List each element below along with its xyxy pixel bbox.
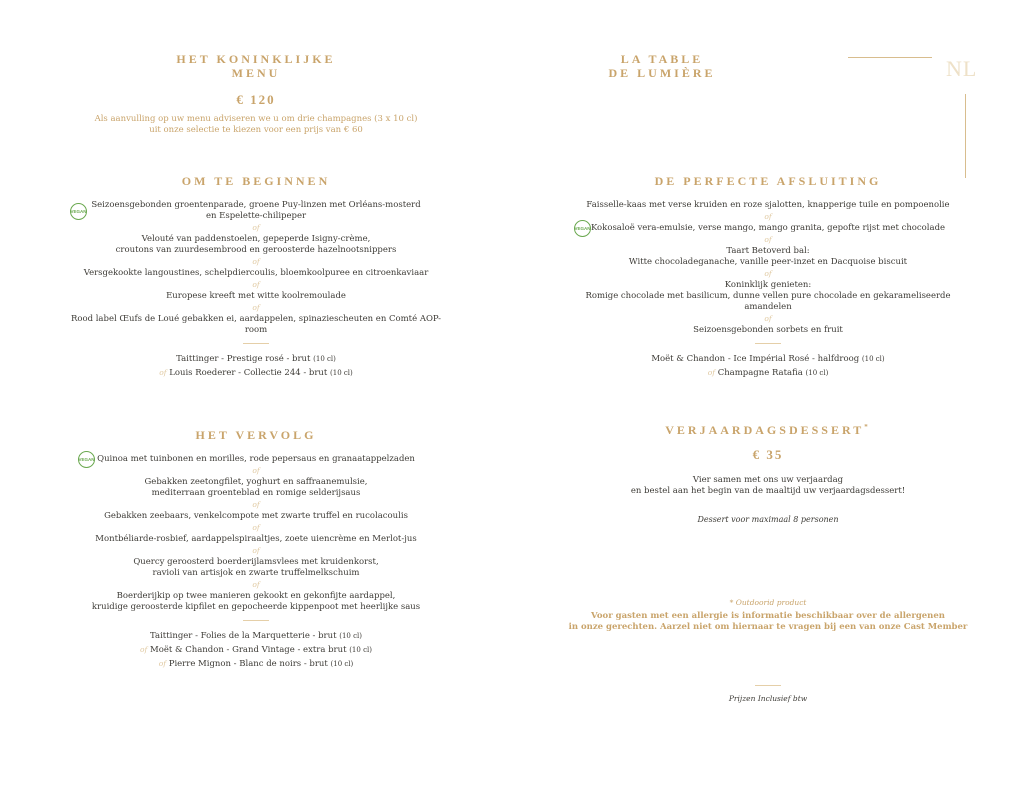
champagne-note-line2: uit onze selectie te kiezen voor een prijs van € 60 xyxy=(149,125,363,135)
menu-item xyxy=(60,200,452,222)
item-line1: Quercy geroosterd boerderijlamsvlees met kruidenkorst, xyxy=(133,557,379,567)
or-separator: of xyxy=(252,303,260,312)
item-line1: Boerderijkip op twee manieren gekookt en gekonfijte aardappel, xyxy=(116,591,396,601)
wine-volume: (10 cl) xyxy=(805,369,829,377)
menu-item xyxy=(562,223,974,234)
or-separator: of xyxy=(252,523,260,532)
or-separator: of xyxy=(764,314,772,323)
menu-item xyxy=(562,325,974,336)
divider xyxy=(755,343,781,344)
or-separator: of xyxy=(764,269,772,278)
item-line1: Europese kreeft met witte koolremoulade xyxy=(166,291,346,301)
item-line1: Faisselle-kaas met verse kruiden en roze sjalotten, knapperige tuile en pompoenolie xyxy=(586,200,950,210)
item-line1: Gebakken zeebaars, venkelcompote met zwarte truffel en rucolacoulis xyxy=(104,511,408,521)
item-line2: ravioli van artisjok en zwarte truffelmelkschuim xyxy=(152,568,360,578)
wine-or: of xyxy=(159,368,167,377)
item-line2: croutons van zuurdesembrood en geroosterde hazelnootsnippers xyxy=(115,245,397,255)
wine-volume: (10 cl) xyxy=(330,660,354,668)
birthday-title xyxy=(562,420,974,437)
wine-name: Moët & Chandon - Ice Impérial Rosé - halfdroog xyxy=(651,354,860,364)
wine-volume: (10 cl) xyxy=(861,355,885,363)
wine-pairing xyxy=(60,629,452,671)
wine-or: of xyxy=(140,645,148,654)
or-separator: of xyxy=(252,500,260,509)
menu-item xyxy=(60,534,452,545)
item-line2: mediterraan groenteblad en romige selderijsaus xyxy=(151,488,361,498)
wine-volume: (10 cl) xyxy=(349,646,372,654)
wine-option xyxy=(60,657,452,671)
wine-option xyxy=(60,366,452,380)
item-line2: Romige chocolade met basilicum, dunne vellen pure chocolade en gekarameliseerde amandelen xyxy=(585,291,951,312)
item-line2: Witte chocoladeganache, vanille peer-inzet en Dacquoise biscuit xyxy=(628,257,908,267)
item-line1: Seizoensgebonden groentenparade, groene Puy-linzen met Orléans-mosterd xyxy=(91,200,421,210)
or-separator: of xyxy=(252,580,260,589)
wine-pairing xyxy=(562,352,974,380)
menu-item xyxy=(60,477,452,499)
divider xyxy=(243,620,269,621)
allergy-info xyxy=(562,611,974,633)
wine-volume: (10 cl) xyxy=(313,355,336,363)
prices-note: Prijzen Inclusief btw xyxy=(728,694,808,703)
item-line1: Gebakken zeetongfilet, yoghurt en saffraanemulsie, xyxy=(144,477,368,487)
menu-item xyxy=(60,268,452,279)
wine-name: Moët & Chandon - Grand Vintage - extra brut xyxy=(150,645,347,655)
menu-title-line1: HET KONINKLIJKE xyxy=(176,52,336,66)
menu-item xyxy=(60,557,452,579)
wine-option xyxy=(562,352,974,366)
item-line1: Koninklijk genieten: xyxy=(724,280,812,290)
wine-volume: (10 cl) xyxy=(339,632,362,640)
or-separator: of xyxy=(252,546,260,555)
menu-item xyxy=(60,291,452,302)
mains-list xyxy=(60,454,452,613)
wine-name: Champagne Ratafia xyxy=(717,368,803,378)
wine-volume: (10 cl) xyxy=(330,369,353,377)
or-separator: of xyxy=(252,280,260,289)
item-line1: Velouté van paddenstoelen, gepeperde Isigny-crème, xyxy=(141,234,371,244)
wine-pairing xyxy=(60,352,452,380)
item-line1: Seizoensgebonden sorbets en fruit xyxy=(693,325,843,335)
birthday-text-line2: en bestel aan het begin van de maaltijd uw verjaardagsdessert! xyxy=(630,486,906,496)
language-tag: NL xyxy=(946,56,978,81)
item-line1: Versgekookte langoustines, schelpdiercoulis, bloemkoolpuree en citroenkaviaar xyxy=(83,268,429,278)
wine-option xyxy=(60,629,452,643)
or-separator: of xyxy=(252,257,260,266)
wine-option xyxy=(60,643,452,657)
wine-name: Taittinger - Folies de la Marquetterie - brut xyxy=(150,631,337,641)
wine-name: Louis Roederer - Collectie 244 - brut xyxy=(169,368,328,378)
restaurant-line1: LA TABLE xyxy=(620,52,704,66)
item-line1: Taart Betoverd bal: xyxy=(726,246,810,256)
divider xyxy=(243,343,269,344)
vegan-icon: VEGAN xyxy=(70,203,87,220)
wine-or: of xyxy=(707,368,715,377)
item-line2: en Espelette-chilipeper xyxy=(205,211,307,221)
or-separator: of xyxy=(764,212,772,221)
menu-item xyxy=(562,280,974,313)
restaurant-name xyxy=(456,52,868,80)
menu-price: € 120 xyxy=(236,92,276,107)
starters-title: OM TE BEGINNEN xyxy=(181,174,331,188)
item-line1: Kokosaloë vera-emulsie, verse mango, mango granita, gepofte rijst met chocolade xyxy=(590,223,946,233)
menu-item xyxy=(60,511,452,522)
menu-title-line2: MENU xyxy=(231,66,281,80)
wine-name: Taittinger - Prestige rosé - brut xyxy=(176,354,311,364)
wine-option xyxy=(562,366,974,380)
menu-item xyxy=(60,591,452,613)
vegan-icon: VEGAN xyxy=(574,220,591,237)
divider xyxy=(755,685,781,686)
item-line1: Rood label Œufs de Loué gebakken ei, aardappelen, spinaziescheuten en Comté AOP-room xyxy=(70,314,442,335)
allergy-line2: in onze gerechten. Aarzel niet om hiernaar te vragen bij een van onze Cast Member xyxy=(568,622,968,632)
menu-item xyxy=(60,314,452,336)
mains-title: HET VERVOLG xyxy=(195,428,317,442)
birthday-title-text: VERJAARDAGSDESSERT xyxy=(665,423,865,437)
right-column xyxy=(562,52,974,703)
starters-list xyxy=(60,200,452,336)
or-separator: of xyxy=(252,466,260,475)
item-line1: Montbéliarde-rosbief, aardappelspiraaltjes, zoete uiencrème en Merlot-jus xyxy=(95,534,417,544)
birthday-text-line1: Vier samen met ons uw verjaardag xyxy=(692,475,844,485)
desserts-title: DE PERFECTE AFSLUITING xyxy=(654,174,882,188)
or-separator: of xyxy=(764,235,772,244)
menu-item xyxy=(562,200,974,211)
birthday-max-note: Dessert voor maximaal 8 personen xyxy=(697,515,839,524)
champagne-note xyxy=(60,114,452,136)
menu-item xyxy=(60,234,452,256)
or-separator: of xyxy=(252,223,260,232)
left-column xyxy=(60,52,452,671)
birthday-price: € 35 xyxy=(752,447,784,462)
desserts-list xyxy=(562,200,974,336)
item-line2: kruidige geroosterde kipfilet en gepocheerde kippenpoot met heerlijke saus xyxy=(91,602,421,612)
wine-option xyxy=(60,352,452,366)
wine-name: Pierre Mignon - Blanc de noirs - brut xyxy=(168,659,328,669)
birthday-title-mark: * xyxy=(864,423,871,431)
champagne-note-line1: Als aanvulling op uw menu adviseren we u om drie champagnes (3 x 10 cl) xyxy=(94,114,418,124)
vegan-icon: VEGAN xyxy=(78,451,95,468)
restaurant-line2: DE LUMIÈRE xyxy=(608,66,716,80)
footnote: * Outdoorid product xyxy=(729,598,807,607)
birthday-text xyxy=(562,475,974,497)
allergy-line1: Voor gasten met een allergie is informatie beschikbaar over de allergenen xyxy=(591,611,945,621)
item-line1: Quinoa met tuinbonen en morilles, rode pepersaus en granaatappelzaden xyxy=(97,454,415,464)
menu-item xyxy=(562,246,974,268)
menu-item xyxy=(60,454,452,465)
wine-or: of xyxy=(158,659,167,668)
